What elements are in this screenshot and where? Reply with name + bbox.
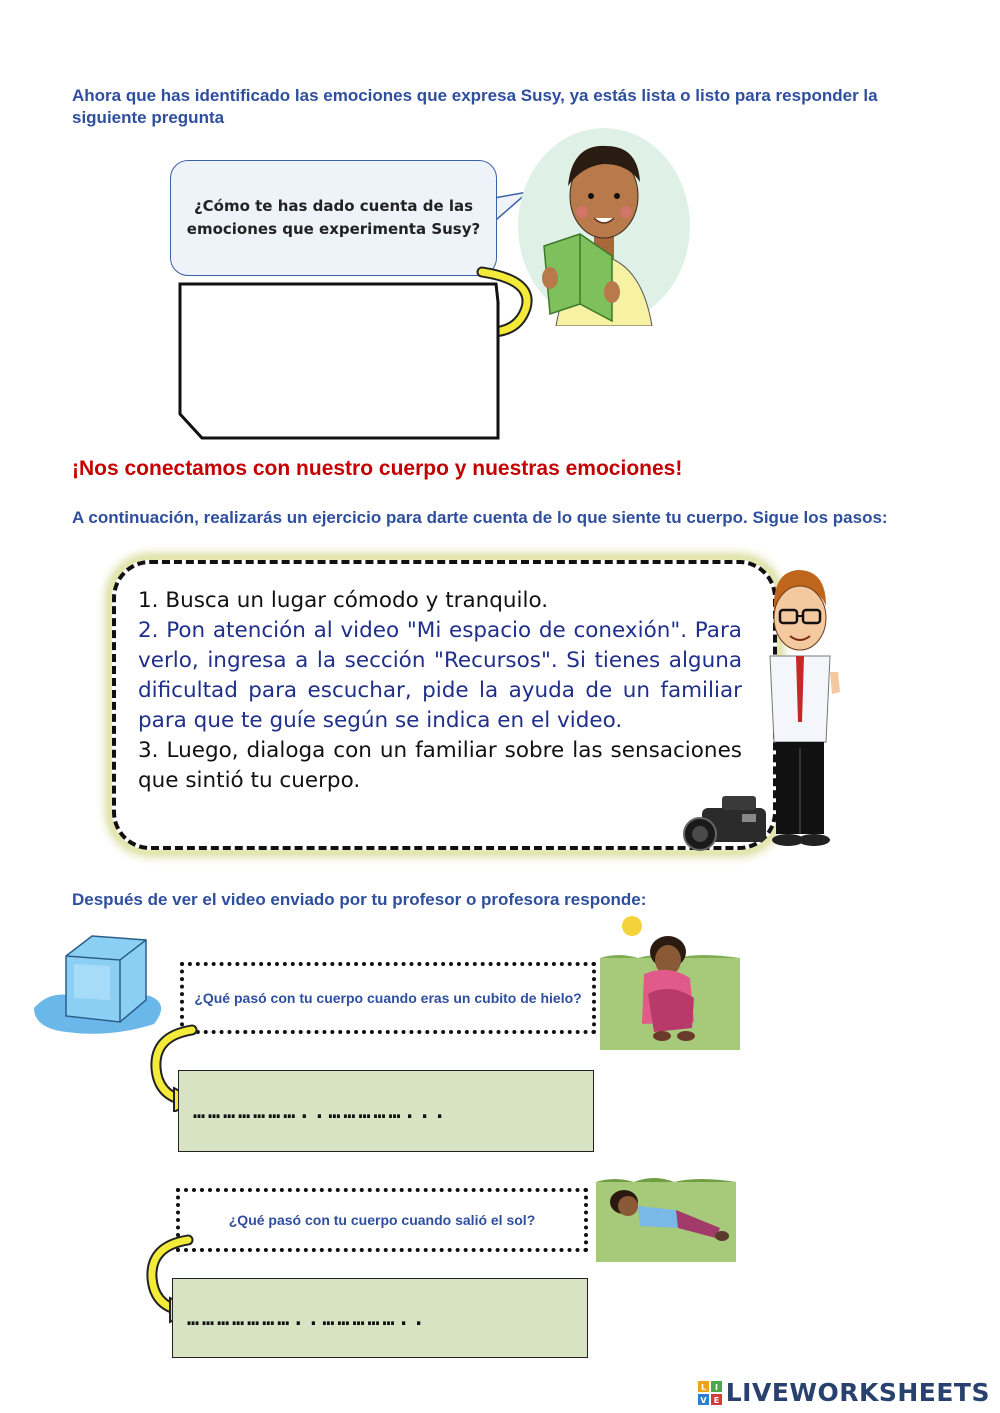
step-3: 3. Luego, dialoga con un familiar sobre las sensaciones que sintió tu cuerpo.	[138, 738, 742, 793]
logo-letter-v: V	[700, 1395, 707, 1405]
logo-letter-l: L	[700, 1382, 706, 1392]
boy-reading-illustration	[516, 116, 696, 326]
liveworksheets-logo-icon	[698, 1381, 722, 1405]
question-2-box	[176, 1188, 588, 1252]
logo-letter-e: E	[713, 1395, 719, 1405]
girl-sitting-illustration	[598, 912, 742, 1052]
steps-text	[138, 586, 742, 796]
question-1-box	[180, 962, 596, 1034]
girl-lying-illustration	[594, 1172, 738, 1264]
answer-2-box[interactable]	[172, 1278, 588, 1358]
step-2: 2. Pon atención al video "Mi espacio de conexión". Para verlo, ingresa a la sección "Recursos". Si tienes alguna dificultad para escuchar, pide la ayuda de un familiar para que te guíe según se indica en el video.	[138, 618, 742, 733]
answer-box-blank[interactable]	[176, 280, 504, 442]
instructions-text: A continuación, realizarás un ejercicio para darte cuenta de lo que siente tu cuerpo. Sigue los pasos:	[72, 508, 888, 527]
answer-1-placeholder: …………………..……………...	[193, 1099, 449, 1123]
after-video-text: Después de ver el video enviado por tu profesor o profesora responde:	[72, 890, 647, 909]
question-1-text: ¿Qué pasó con tu cuerpo cuando eras un cubito de hielo?	[194, 989, 582, 1006]
answer-2-placeholder: …………………..……………..	[187, 1306, 428, 1330]
bubble-question: ¿Cómo te has dado cuenta de las emociones que experimenta Susy?	[186, 197, 481, 238]
video-camera-icon	[682, 786, 774, 858]
answer-1-box[interactable]	[178, 1070, 594, 1152]
brand-name: LIVEWORKSHEETS	[725, 1378, 990, 1407]
logo-letter-i: I	[714, 1382, 718, 1392]
liveworksheets-logo[interactable]	[698, 1378, 990, 1407]
question-2-text: ¿Qué pasó con tu cuerpo cuando salió el sol?	[228, 1211, 536, 1228]
section-title: ¡Nos conectamos con nuestro cuerpo y nuestras emociones!	[72, 457, 683, 480]
step-1: 1. Busca un lugar cómodo y tranquilo.	[138, 588, 549, 613]
speech-bubble	[170, 160, 497, 276]
intro-text: Ahora que has identificado las emociones que expresa Susy, ya estás lista o listo para responder la siguiente pregunta	[72, 86, 878, 127]
